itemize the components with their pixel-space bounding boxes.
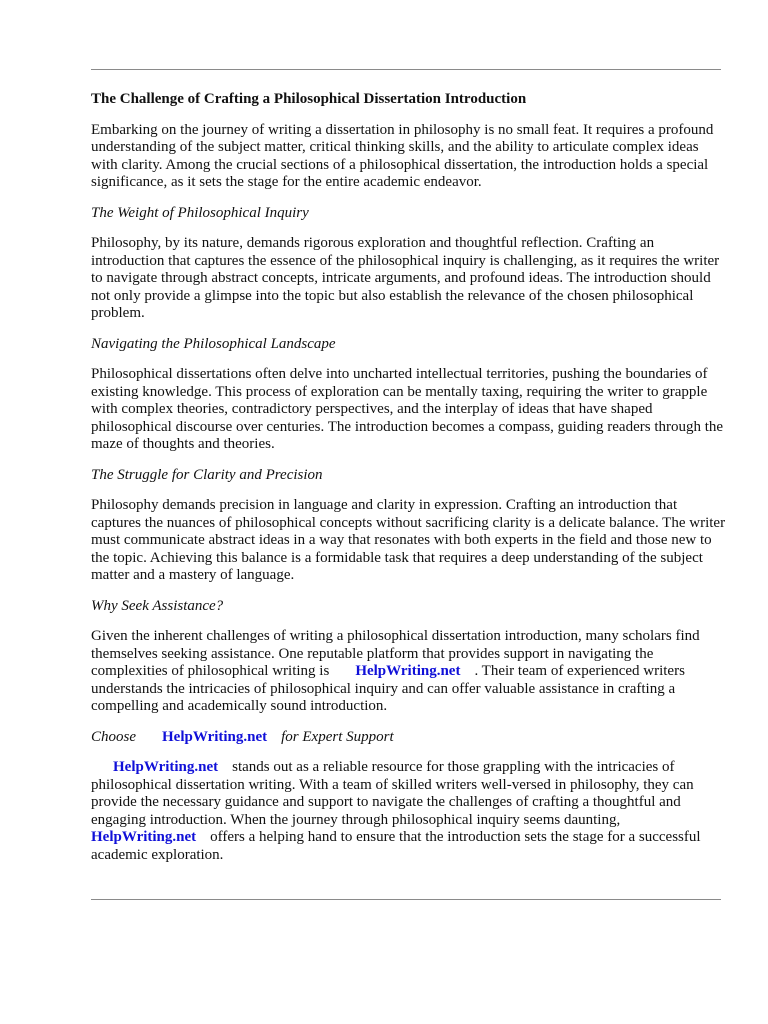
- helpwriting-link-2[interactable]: HelpWriting.net: [91, 829, 197, 845]
- section-heading-assistance: Why Seek Assistance?: [91, 597, 224, 614]
- choose-heading-link[interactable]: HelpWriting.net: [162, 728, 268, 745]
- section-body-landscape: Philosophical dissertations often delve into uncharted intellectual territories, pushing the boundaries of existing knowledge. This process of exploration can be mentally taxing, requiring the writer to grapple with complex theories, contradictory perspectives, and the interplay of ideas that have shaped philosophical discourse over centuries. The introduction becomes a compass, guiding readers through the maze of thoughts and theories.: [91, 366, 724, 452]
- helpwriting-link[interactable]: HelpWriting.net: [355, 663, 461, 679]
- section-heading-landscape: Navigating the Philosophical Landscape: [91, 335, 336, 352]
- section-body-assistance: [91, 628, 727, 716]
- assistance-text-before-link: Given the inherent challenges of writing a philosophical dissertation introduction, many scholars find themselves seeking assistance. One reputable platform that provides support in navigating the complexities of philosophical writing is: [91, 628, 700, 679]
- assistance-text-after-link: . Their team of experienced writers understands the intricacies of philosophical inquiry and can offer valuable assistance in crafting a compelling and academically sound introduction.: [91, 663, 685, 714]
- section-heading-clarity: The Struggle for Clarity and Precision: [91, 466, 323, 483]
- section-body-weight: Philosophy, by its nature, demands rigorous exploration and thoughtful reflection. Crafting an introduction that captures the essence of the philosophical inquiry is challenging, as it requires the writer to navigate through abstract concepts, intricate arguments, and profound ideas. The introduction should not only provide a glimpse into the topic but also establish the relevance of the chosen philosophical problem.: [91, 235, 720, 321]
- section-heading-weight: The Weight of Philosophical Inquiry: [91, 204, 309, 221]
- choose-heading-suffix: for Expert Support: [281, 728, 394, 745]
- choose-heading-prefix: Choose: [91, 728, 136, 745]
- section-body-clarity: Philosophy demands precision in language and clarity in expression. Crafting an introduction that captures the nuances of philosophical concepts without sacrificing clarity is a delicate balance. The writer must communicate abstract ideas in a way that resonates with both experts in the field and those new to the topic. Achieving this balance is a formidable task that requires a deep understanding of the subject matter and a mastery of language.: [91, 497, 726, 583]
- document-body: [91, 91, 727, 877]
- choose-text-part-1: stands out as a reliable resource for those grappling with the intricacies of philosophical dissertation writing. With a team of skilled writers well-versed in philosophy, they can provide the necessary guidance and support to navigate the challenges of crafting a thoughtful and engaging introduction. When the journey through philosophical inquiry seems daunting,: [91, 759, 694, 828]
- section-heading-choose: [91, 729, 727, 747]
- document-title: The Challenge of Crafting a Philosophical Dissertation Introduction: [91, 91, 527, 107]
- choose-text-part-2: offers a helping hand to ensure that the introduction sets the stage for a successful academic exploration.: [91, 829, 701, 863]
- helpwriting-link-1[interactable]: HelpWriting.net: [113, 759, 219, 775]
- top-divider: [91, 69, 721, 70]
- section-body-choose: [91, 759, 727, 864]
- bottom-divider: [91, 899, 721, 900]
- intro-paragraph: Embarking on the journey of writing a dissertation in philosophy is no small feat. It requires a profound understanding of the subject matter, critical thinking skills, and the ability to articulate complex ideas with clarity. Among the crucial sections of a philosophical dissertation, the introduction holds a special significance, as it sets the stage for the entire academic endeavor.: [91, 121, 714, 190]
